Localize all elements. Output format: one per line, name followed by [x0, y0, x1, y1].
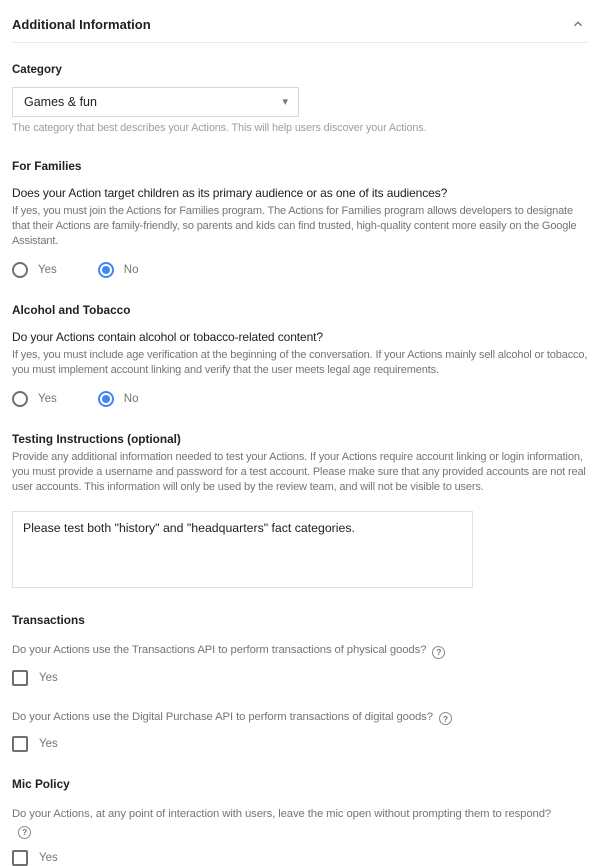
testing-instructions-description: Provide any additional information needed to test your Actions. If your Actions require account linking or login information, you must provide a username and password for a test account. Please make sure that any provided accounts are not real user accounts. This information will only be used by the review team, and will not be visible to users.: [12, 451, 586, 493]
radio-unchecked-icon: [12, 391, 28, 407]
dropdown-arrow-icon: ▾: [282, 95, 288, 108]
alcohol-tobacco-radio-no[interactable]: No: [98, 391, 139, 407]
checkbox-unchecked-icon[interactable]: [12, 736, 28, 752]
alcohol-tobacco-radio-group: [12, 391, 589, 407]
transactions-physical-question: Do your Actions use the Transactions API to perform transactions of physical goods? ?: [12, 642, 589, 659]
collapse-section-button[interactable]: [569, 15, 587, 33]
for-families-radio-no[interactable]: No: [98, 262, 139, 278]
category-label: Category: [12, 64, 62, 76]
transactions-digital-question: Do your Actions use the Digital Purchase API to perform transactions of digital goods? ?: [12, 709, 589, 726]
alcohol-tobacco-heading: Alcohol and Tobacco: [12, 303, 131, 317]
help-icon[interactable]: ?: [439, 712, 452, 725]
for-families-section: [12, 159, 589, 278]
transactions-digital-checkbox-row: Yes: [12, 736, 589, 752]
panel-header: [12, 0, 589, 43]
chevron-up-icon: [571, 19, 585, 34]
testing-instructions-section: [12, 432, 589, 588]
radio-unchecked-icon: [12, 262, 28, 278]
alcohol-tobacco-question: Do your Actions contain alcohol or tobacco-related content?: [12, 330, 323, 344]
testing-instructions-heading: Testing Instructions (optional): [12, 432, 181, 446]
page-title: Additional Information: [12, 16, 151, 32]
radio-checked-icon: [98, 262, 114, 278]
alcohol-tobacco-section: [12, 303, 589, 407]
checkbox-unchecked-icon[interactable]: [12, 850, 28, 866]
testing-instructions-input[interactable]: [12, 511, 473, 588]
alcohol-tobacco-radio-yes[interactable]: Yes: [12, 391, 57, 407]
for-families-heading: For Families: [12, 159, 82, 173]
mic-policy-heading: Mic Policy: [12, 777, 70, 791]
transactions-heading: Transactions: [12, 613, 85, 627]
transactions-section: [12, 613, 589, 752]
category-selected-value: Games & fun: [24, 95, 97, 109]
for-families-question: Does your Action target children as its primary audience or as one of its audiences?: [12, 186, 448, 200]
mic-policy-question: Do your Actions, at any point of interaction with users, leave the mic open without prompting them to respond??: [12, 808, 552, 837]
transactions-physical-checkbox-row: Yes: [12, 670, 589, 686]
help-icon[interactable]: ?: [432, 646, 445, 659]
category-select[interactable]: [12, 87, 299, 117]
mic-policy-checkbox-row: Yes: [12, 850, 589, 866]
category-helper-text: The category that best describes your Actions. This will help users discover your Actions.: [12, 122, 427, 134]
for-families-description: If yes, you must join the Actions for Families program. The Actions for Families program allows developers to designate that their Actions are family-friendly, so parents and kids can find trusted, high-quality content more easily on the Google Assistant.: [12, 205, 577, 247]
for-families-radio-yes[interactable]: Yes: [12, 262, 57, 278]
checkbox-unchecked-icon[interactable]: [12, 670, 28, 686]
alcohol-tobacco-description: If yes, you must include age verification at the beginning of the conversation. If your Actions mainly sell alcohol or tobacco, you must implement account linking and verify that the user meets legal age requirements.: [12, 349, 588, 376]
mic-policy-section: [12, 777, 589, 866]
for-families-radio-group: [12, 262, 589, 278]
help-icon[interactable]: ?: [18, 826, 31, 839]
radio-checked-icon: [98, 391, 114, 407]
